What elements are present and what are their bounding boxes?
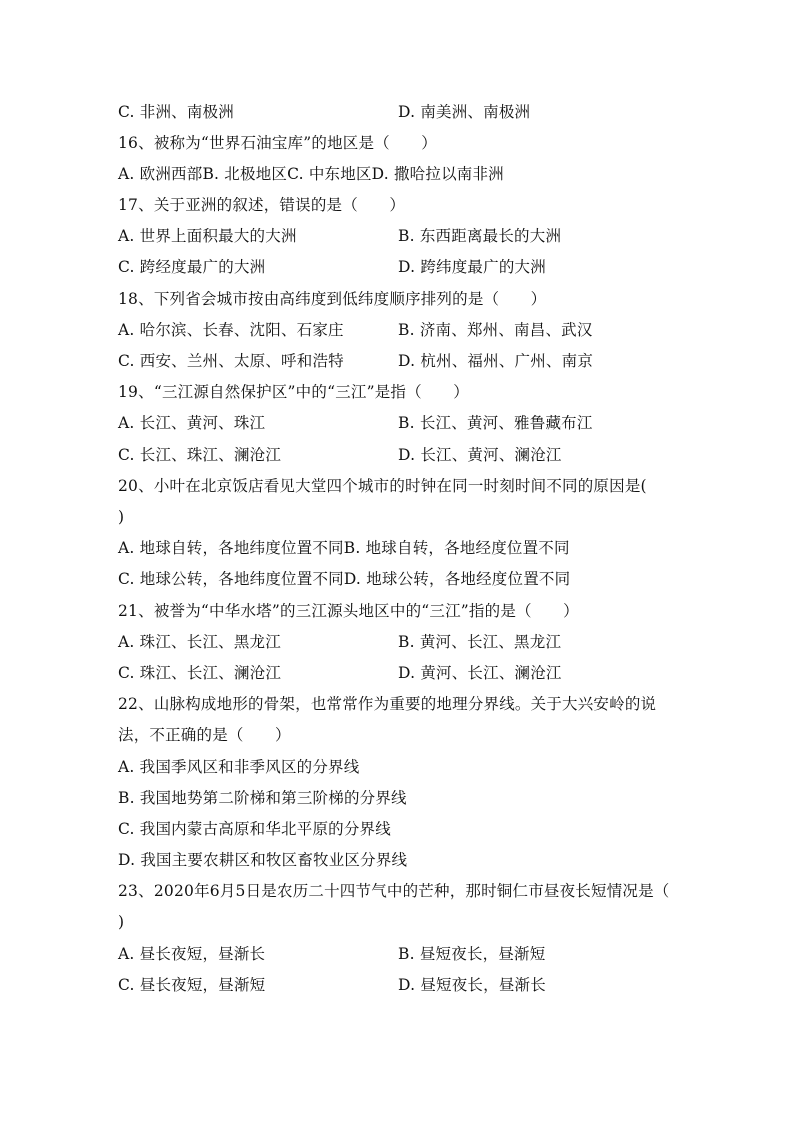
option-line: C. 跨经度最广的大洲 <box>118 258 266 276</box>
option-line: A. 我国季风区和非季风区的分界线 <box>118 758 360 776</box>
option-line: D. 昼短夜长，昼渐长 <box>398 976 546 994</box>
option-line: B. 济南、郑州、南昌、武汉 <box>398 321 593 339</box>
option-line: D. 跨纬度最广的大洲 <box>398 258 546 276</box>
option-line: C. 西安、兰州、太原、呼和浩特 <box>118 352 344 370</box>
question-22-cont: 法，不正确的是（ ） <box>118 726 291 744</box>
option-line: D. 黄河、长江、澜沧江 <box>398 664 562 682</box>
option-line: B. 东西距离最长的大洲 <box>398 227 562 245</box>
option-line: B. 长江、黄河、雅鲁藏布江 <box>398 414 593 432</box>
option-line: C. 非洲、南极洲 <box>118 103 234 121</box>
option-line: B. 黄河、长江、黑龙江 <box>398 633 562 651</box>
option-line: C. 珠江、长江、澜沧江 <box>118 664 282 682</box>
option-line: C. 我国内蒙古高原和华北平原的分界线 <box>118 820 391 838</box>
option-line: A. 哈尔滨、长春、沈阳、石家庄 <box>118 321 344 339</box>
question-23-cont: ) <box>118 913 125 931</box>
option-line: D. 杭州、福州、广州、南京 <box>398 352 594 370</box>
option-line: D. 我国主要农耕区和牧区畜牧业区分界线 <box>118 851 408 869</box>
option-line: A. 珠江、长江、黑龙江 <box>118 633 281 651</box>
question-21: 21、被誉为“中华水塔”的三江源头地区中的“三江”指的是（ ） <box>118 602 579 620</box>
question-16: 16、被称为“世界石油宝库”的地区是（ ） <box>118 134 437 152</box>
option-line: A. 世界上面积最大的大洲 <box>118 227 297 245</box>
option-line: C. 昼长夜短，昼渐短 <box>118 976 266 994</box>
question-23: 23、2020年6月5日是农历二十四节气中的芒种，那时铜仁市昼夜长短情况是（ <box>118 882 670 900</box>
question-18: 18、下列省会城市按由高纬度到低纬度顺序排列的是（ ） <box>118 290 547 308</box>
question-20-cont: ) <box>118 508 125 526</box>
option-line: A. 地球自转，各地纬度位置不同B. 地球自转，各地经度位置不同 <box>118 539 570 557</box>
question-22: 22、山脉构成地形的骨架，也常常作为重要的地理分界线。关于大兴安岭的说 <box>118 695 657 713</box>
option-line: C. 地球公转，各地纬度位置不同D. 地球公转，各地经度位置不同 <box>118 570 571 588</box>
question-19: 19、“三江源自然保护区”中的“三江”是指（ ） <box>118 383 469 401</box>
option-line: A. 长江、黄河、珠江 <box>118 414 266 432</box>
option-line: B. 我国地势第二阶梯和第三阶梯的分界线 <box>118 789 407 807</box>
question-17: 17、关于亚洲的叙述，错误的是（ ） <box>118 196 406 214</box>
option-line: A. 昼长夜短，昼渐长 <box>118 945 266 963</box>
option-line: C. 长江、珠江、澜沧江 <box>118 446 282 464</box>
option-line: B. 昼短夜长，昼渐短 <box>398 945 546 963</box>
question-20: 20、小叶在北京饭店看见大堂四个城市的时钟在同一时刻时间不同的原因是( <box>118 477 647 495</box>
option-line: A. 欧洲西部B. 北极地区C. 中东地区D. 撒哈拉以南非洲 <box>118 165 504 183</box>
option-line: D. 长江、黄河、澜沧江 <box>398 446 562 464</box>
option-line: D. 南美洲、南极洲 <box>398 103 531 121</box>
